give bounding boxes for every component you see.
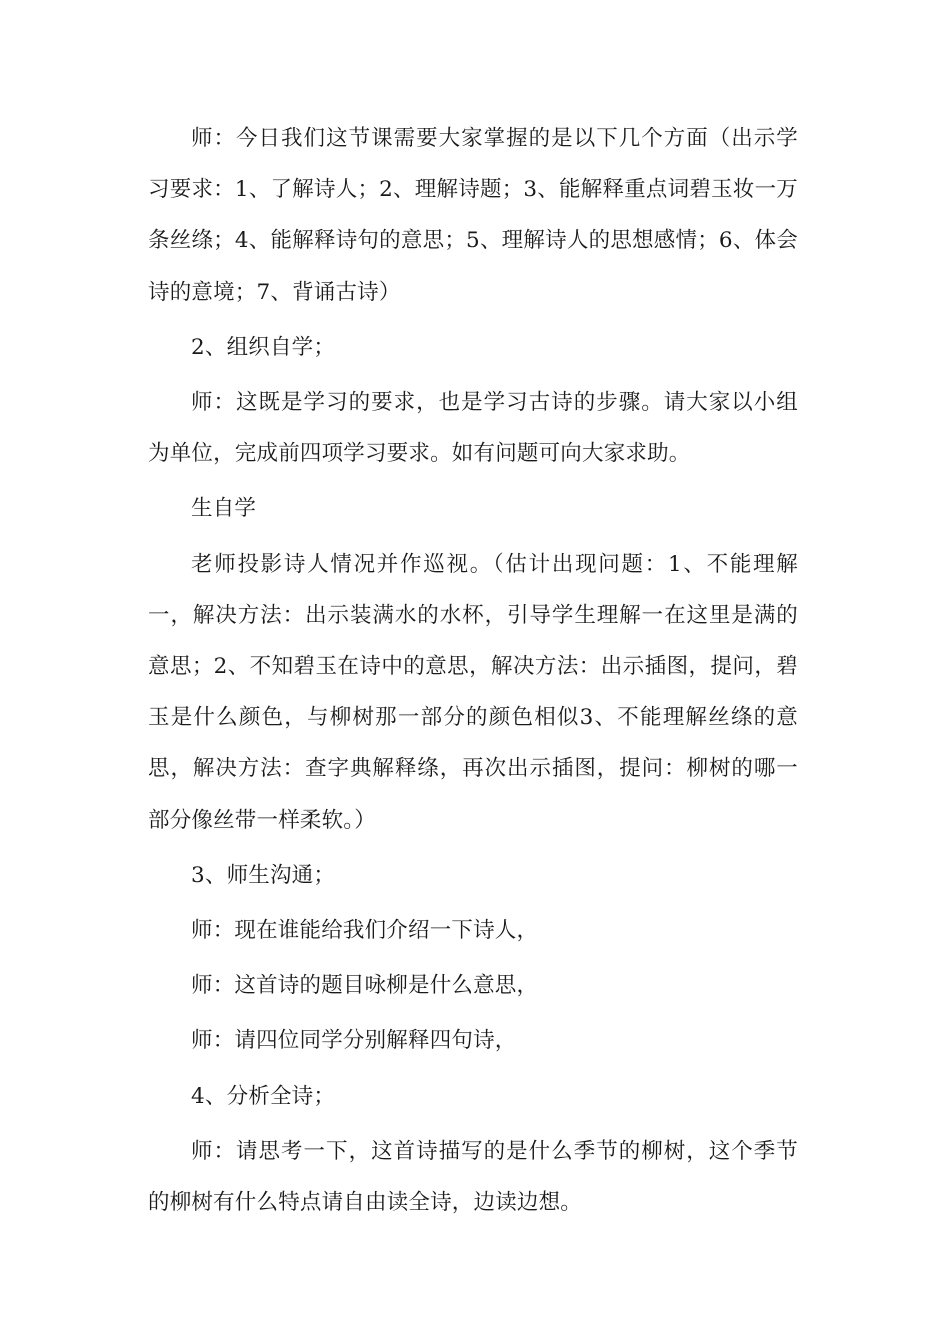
document-page [148,113,798,1232]
paragraph-self-study-instructions: 师：这既是学习的要求，也是学习古诗的步骤。请大家以小组为单位，完成前四项学习要求。如有问题可向大家求助。 [148,390,798,467]
paragraph-step-4-heading: 4、分析全诗； [191,1083,336,1109]
paragraph-poem-title-meaning: 师：这首诗的题目咏柳是什么意思， [191,973,539,999]
paragraph-step-2-heading: 2、组织自学； [191,334,336,360]
paragraph-explain-lines: 师：请四位同学分别解释四句诗， [191,1028,517,1054]
paragraph-introduce-poet: 师：现在谁能给我们介绍一下诗人， [191,918,539,944]
paragraph-student-self-study: 生自学 [191,496,257,522]
paragraph-step-3-heading: 3、师生沟通； [191,862,336,888]
paragraph-season-question: 师：请思考一下，这首诗描写的是什么季节的柳树，这个季节的柳树有什么特点请自由读全诗，边读边想。 [148,1138,798,1216]
paragraph-learning-goals: 师：今日我们这节课需要大家掌握的是以下几个方面（出示学习要求：1、了解诗人；2、理解诗题；3、能解释重点词碧玉妆一万条丝绦；4、能解释诗句的意思；5、理解诗人的思想感情；6、体会诗的意境；7、背诵古诗） [148,126,798,305]
paragraph-teacher-projection: 老师投影诗人情况并作巡视。（估计出现问题：1、不能理解一，解决方法：出示装满水的水杯，引导学生理解一在这里是满的意思；2、不知碧玉在诗中的意思，解决方法：出示插图，提问，碧玉是什么颜色，与柳树那一部分的颜色相似3、不能理解丝绦的意思，解决方法：查字典解释绦，再次出示插图，提问：柳树的哪一部分像丝带一样柔软。） [148,551,798,833]
